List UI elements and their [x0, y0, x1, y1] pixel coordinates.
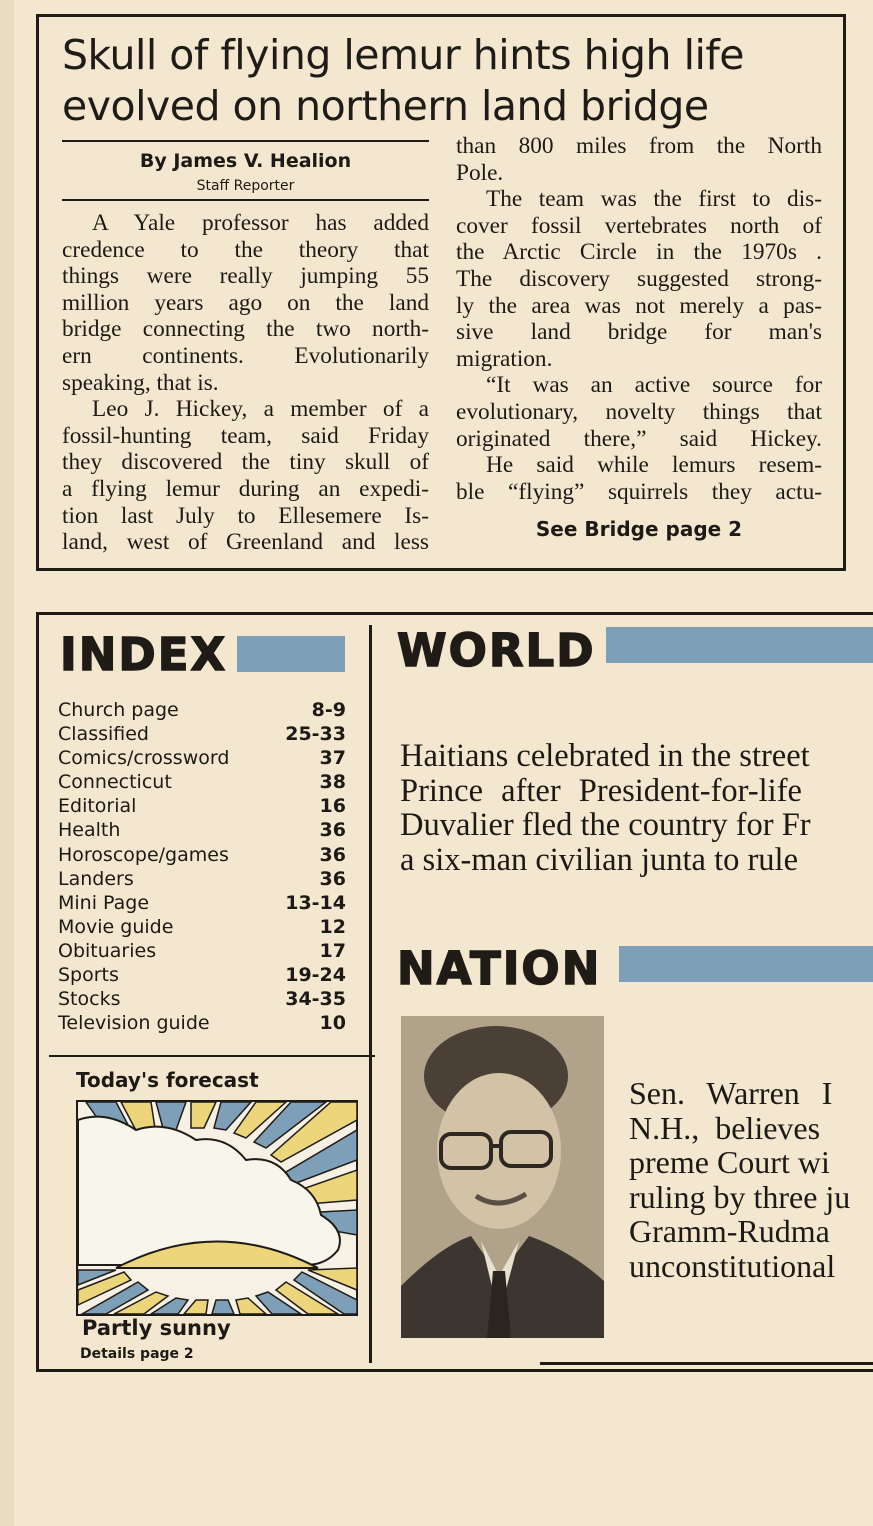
index-item-label: Landers: [58, 867, 134, 890]
index-item-page: 36: [319, 843, 346, 866]
index-item-page: 36: [319, 819, 346, 842]
index-item-page: 34-35: [285, 988, 346, 1011]
forecast-condition: Partly sunny: [82, 1316, 231, 1340]
index-item-editorial: [58, 794, 346, 818]
index-item-label: Mini Page: [58, 891, 150, 914]
article-headline: [62, 30, 822, 132]
index-item-label: Horoscope/games: [58, 843, 229, 866]
article-column-left: [62, 210, 429, 556]
index-item-label: Health: [58, 819, 121, 842]
article-line: land, west of Greenland and less: [62, 529, 429, 556]
bottom-rule: [540, 1362, 873, 1365]
partly-sunny-icon: [76, 1100, 358, 1316]
article-column-right: [456, 133, 822, 505]
article-line: tion last July to Ellesemere Is-: [62, 502, 429, 529]
article-line: ly the area was not merely a pas-: [456, 292, 822, 319]
index-item-movie-guide: [58, 915, 346, 939]
index-item-page: 17: [319, 939, 346, 962]
world-title-bar: [606, 627, 873, 663]
world-line: a six-man civilian junta to rule: [400, 841, 799, 877]
nation-line: preme Court wi: [629, 1144, 830, 1181]
byline: By James V. Healion: [139, 150, 352, 172]
nation-title-bar: [619, 946, 873, 982]
article-line: The discovery suggested strong-: [456, 265, 822, 292]
index-item-page: 25-33: [285, 723, 346, 746]
nation-line: Gramm-Rudma: [629, 1213, 830, 1250]
index-item-page: 13-14: [285, 891, 346, 914]
index-item-page: 8-9: [311, 699, 346, 721]
index-item-label: Stocks: [58, 988, 121, 1011]
index-item-page: 38: [319, 771, 346, 794]
article-line: “It was an active source for: [486, 372, 822, 399]
headline-line-2: evolved on northern land bridge: [62, 82, 709, 130]
index-list: [58, 698, 346, 1035]
nation-title: NATION: [397, 942, 602, 995]
article-line: million years ago on the land: [62, 289, 429, 316]
index-item-label: Movie guide: [58, 915, 174, 938]
article-line: He said while lemurs resem-: [486, 452, 822, 479]
forecast-title: Today's forecast: [76, 1068, 259, 1092]
index-item-label: Classified: [58, 723, 149, 746]
article-line: originated there,” said Hickey.: [456, 425, 822, 452]
article-line: sive land bridge for man's: [456, 319, 822, 346]
byline-role: Staff Reporter: [196, 178, 295, 194]
index-item-label: Obituaries: [58, 939, 157, 962]
index-item-page: 12: [319, 915, 346, 938]
article-line: The team was the first to dis-: [486, 186, 822, 213]
article-line: things were really jumping 55: [62, 263, 429, 290]
article-line: speaking, that is.: [62, 369, 219, 396]
world-line: Prince after President-for-life: [400, 772, 802, 809]
world-line: Duvalier fled the country for Fr: [400, 807, 811, 843]
index-item-label: Church page: [58, 699, 179, 721]
index-item-connecticut: [58, 770, 346, 794]
index-item-mini-page: [58, 891, 346, 915]
index-item-television-guide: [58, 1011, 346, 1035]
index-item-horoscope: [58, 843, 346, 867]
index-item-health: [58, 818, 346, 842]
index-item-comics: [58, 746, 346, 770]
article-line: credence to the theory that: [62, 236, 429, 263]
article-line: than 800 miles from the North: [456, 133, 822, 159]
index-item-page: 10: [319, 1012, 346, 1035]
index-title-bar: [237, 636, 345, 672]
index-item-label: Connecticut: [58, 771, 172, 794]
article-line: ble “flying” squirrels they actu-: [456, 478, 822, 505]
headline-line-1: Skull of flying lemur hints high life: [62, 31, 745, 79]
index-item-landers: [58, 867, 346, 891]
article-line: migration.: [456, 345, 553, 372]
article-line: the Arctic Circle in the 1970s .: [456, 239, 822, 266]
index-item-label: Television guide: [58, 1012, 210, 1035]
article-line: Leo J. Hickey, a member of a: [92, 396, 429, 423]
byline-top-rule: [62, 140, 429, 142]
article-line: a flying lemur during an expedi-: [62, 475, 429, 502]
nation-line: ruling by three ju: [629, 1178, 851, 1215]
index-item-church-page: [58, 698, 346, 722]
article-line: ern continents. Evolutionarily: [62, 342, 429, 369]
index-item-stocks: [58, 987, 346, 1011]
forecast-divider: [49, 1055, 375, 1057]
index-item-page: 36: [319, 867, 346, 890]
forecast-details: Details page 2: [80, 1346, 194, 1362]
index-title: INDEX: [60, 628, 228, 681]
article-line: A Yale professor has added: [92, 210, 429, 236]
nation-line: N.H., believes: [629, 1109, 821, 1146]
index-item-page: 19-24: [285, 964, 346, 987]
jump-reference: See Bridge page 2: [535, 517, 743, 541]
index-item-obituaries: [58, 939, 346, 963]
article-line: evolutionary, novelty things that: [456, 398, 822, 425]
senator-photo: [401, 1016, 604, 1338]
nation-summary: [629, 1076, 873, 1284]
byline-bottom-rule: [62, 199, 429, 201]
index-item-label: Comics/crossword: [58, 747, 230, 770]
world-summary: [400, 739, 873, 877]
world-title: WORLD: [397, 624, 596, 677]
index-item-page: 37: [319, 747, 346, 770]
world-line: Haitians celebrated in the street: [400, 739, 810, 774]
index-item-sports: [58, 963, 346, 987]
clipping-edge: [0, 0, 14, 1526]
article-line: bridge connecting the two north-: [62, 316, 429, 343]
article-line: Pole.: [456, 159, 504, 186]
index-item-label: Editorial: [58, 795, 137, 818]
index-item-page: 16: [319, 795, 346, 818]
article-line: fossil-hunting team, said Friday: [62, 422, 429, 449]
index-item-classified: [58, 722, 346, 746]
nation-line: Sen. Warren I: [629, 1076, 833, 1111]
article-line: cover fossil vertebrates north of: [456, 212, 822, 239]
nation-line: unconstitutional: [629, 1247, 836, 1284]
column-divider: [369, 625, 372, 1363]
article-line: they discovered the tiny skull of: [62, 449, 429, 476]
index-item-label: Sports: [58, 964, 119, 987]
